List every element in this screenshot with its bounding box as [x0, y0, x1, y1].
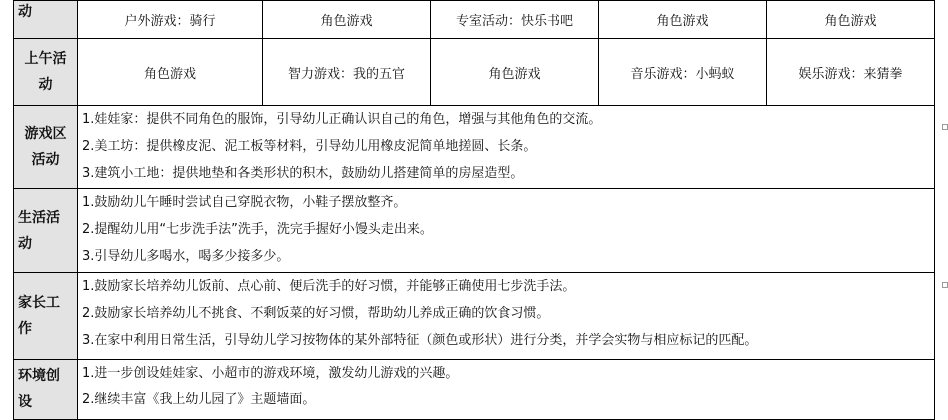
morning-cell-5: 娱乐游戏：来猜拳: [767, 39, 935, 105]
play-area-label: 游戏区活动: [14, 105, 78, 189]
morning-row: [14, 39, 935, 105]
top-row-label: 动: [14, 1, 78, 39]
parents-line-1: 1.鼓励家长培养幼儿饭前、点心前、便后洗手的好习惯，并能够正确使用七步洗手法。: [82, 278, 576, 294]
environment-line-2: 2.继续丰富《我上幼儿园了》主题墙面。: [82, 391, 316, 407]
top-cell-2: 角色游戏: [263, 1, 431, 39]
life-row: [14, 189, 935, 273]
environment-content: [78, 359, 935, 419]
play-area-line-3: 3.建筑小工地：提供地垫和各类形状的积木，鼓励幼儿搭建简单的房屋造型。: [82, 165, 524, 181]
top-cell-5: 角色游戏: [767, 1, 935, 39]
weekly-plan-table: [13, 0, 935, 420]
life-label: 生活活动: [14, 189, 78, 273]
top-cell-1: 户外游戏：骑行: [78, 1, 263, 39]
parents-row: [14, 272, 935, 359]
life-line-2: 2.提醒幼儿用“七步洗手法”洗手，洗完手握好小馒头走出来。: [82, 222, 433, 238]
top-cell-3: 专室活动：快乐书吧: [431, 1, 599, 39]
environment-line-1: 1.进一步创设娃娃家、小超市的游戏环境，激发幼儿游戏的兴趣。: [82, 365, 459, 381]
row-resize-handle[interactable]: [942, 124, 948, 130]
play-area-line-1: 1.娃娃家：提供不同角色的服饰，引导幼儿正确认识自己的角色，增强与其他角色的交流。: [82, 111, 602, 127]
play-area-row: [14, 105, 935, 189]
morning-cell-1: 角色游戏: [78, 39, 263, 105]
parents-content: [78, 272, 935, 359]
top-cell-4: 角色游戏: [599, 1, 767, 39]
morning-cell-3: 角色游戏: [431, 39, 599, 105]
morning-cell-4: 音乐游戏：小蚂蚁: [599, 39, 767, 105]
play-area-content: [78, 105, 935, 189]
row-resize-handle[interactable]: [942, 282, 948, 288]
morning-label: 上午活动: [14, 39, 78, 105]
parents-line-3: 3.在家中利用日常生活，引导幼儿学习按物体的某外部特征（颜色或形状）进行分类，并学会实物与相应标记的匹配。: [82, 332, 758, 348]
life-line-3: 3.引导幼儿多喝水，喝多少接多少。: [82, 249, 290, 265]
play-area-line-2: 2.美工坊：提供橡皮泥、泥工板等材料，引导幼儿用橡皮泥简单地搓圆、长条。: [82, 138, 537, 154]
parents-line-2: 2.鼓励家长培养幼儿不挑食、不剩饭菜的好习惯，帮助幼儿养成正确的饮食习惯。: [82, 305, 550, 321]
morning-cell-2: 智力游戏：我的五官: [263, 39, 431, 105]
environment-row: [14, 359, 935, 419]
parents-label: 家长工作: [14, 272, 78, 359]
environment-label: 环境创设: [14, 359, 78, 419]
life-content: [78, 189, 935, 273]
top-row: [14, 1, 935, 39]
life-line-1: 1.鼓励幼儿午睡时尝试自己穿脱衣物，小鞋子摆放整齐。: [82, 195, 407, 211]
